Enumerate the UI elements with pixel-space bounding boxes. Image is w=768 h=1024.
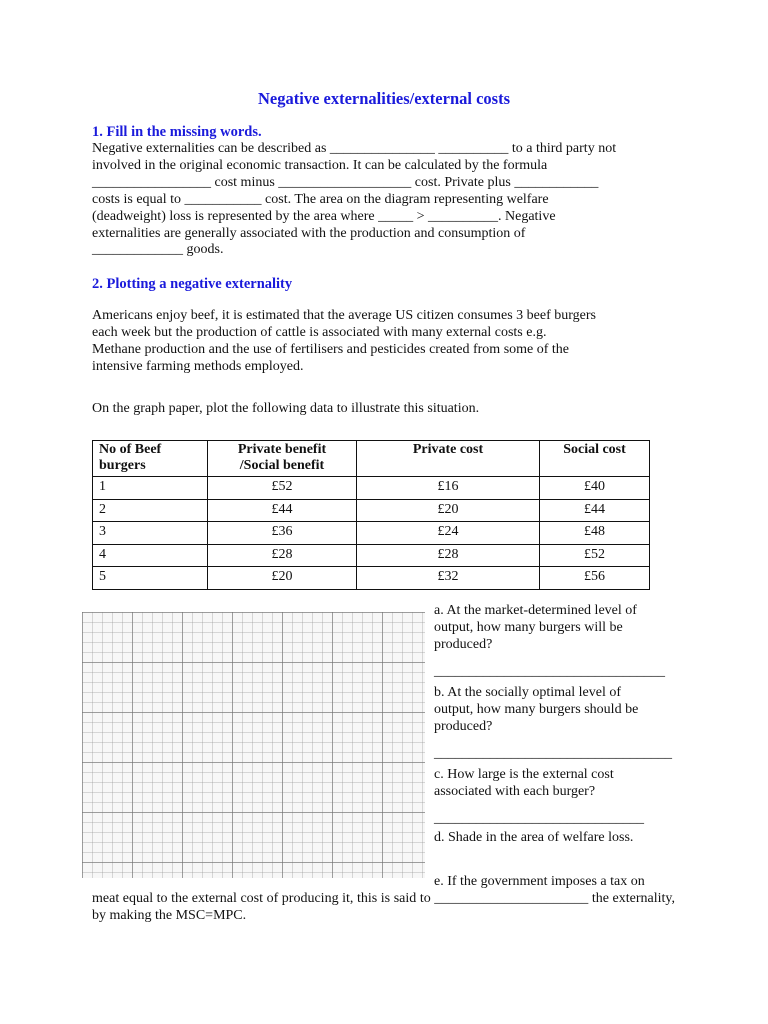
cell-private-cost: £24 [357, 522, 540, 545]
cell-private-cost: £20 [357, 499, 540, 522]
cell-quantity: 5 [93, 567, 208, 590]
question-b-answer-line[interactable]: __________________________________ [434, 746, 672, 761]
cell-private-cost: £28 [357, 544, 540, 567]
cell-private-cost: £16 [357, 477, 540, 500]
cell-private-benefit: £28 [208, 544, 357, 567]
cell-social-cost: £52 [540, 544, 650, 567]
cell-social-cost: £40 [540, 477, 650, 500]
question-c-answer-line[interactable]: ______________________________ [434, 811, 644, 826]
cell-private-benefit: £36 [208, 522, 357, 545]
section2-instruction: On the graph paper, plot the following data to illustrate this situation. [92, 401, 480, 416]
cell-quantity: 2 [93, 499, 208, 522]
table-header-row [93, 441, 650, 477]
page-title: Negative externalities/external costs [258, 89, 510, 108]
cell-social-cost: £44 [540, 499, 650, 522]
question-e-text: meat equal to the external cost of producing it, this is said to ______________________ the externality, by making the MSC=MPC. [92, 891, 675, 923]
cell-quantity: 1 [93, 477, 208, 500]
section1-text: Negative externalities can be described as _______________ __________ to a third party not involved in the original economic transaction. It can be calculated by the formula _________________ cost minus ___________________ cost. Private plus ____________ costs is equal to ___________ cost. The area on the diagram representing welfare (deadweight) loss is represented by the area where _____ > __________. Negative externalities are generally associated with the production and consumption of _____________ goods. [92, 141, 617, 258]
table-row [93, 499, 650, 522]
cell-quantity: 4 [93, 544, 208, 567]
section2-heading: 2. Plotting a negative externality [92, 276, 293, 292]
header-burgers: No of Beef burgers [93, 441, 208, 477]
section1-heading: 1. Fill in the missing words. [92, 124, 262, 140]
cell-private-benefit: £52 [208, 477, 357, 500]
cell-private-benefit: £20 [208, 567, 357, 590]
cell-social-cost: £48 [540, 522, 650, 545]
table-row [93, 567, 650, 590]
header-private-benefit: Private benefit /Social benefit [208, 441, 357, 477]
table-row [93, 544, 650, 567]
question-b: b. At the socially optimal level of output, how many burgers should be produced? [434, 685, 639, 734]
table-row [93, 477, 650, 500]
table-row [93, 522, 650, 545]
question-a: a. At the market-determined level of output, how many burgers will be produced? [434, 603, 637, 652]
question-c: c. How large is the external cost associated with each burger? [434, 767, 614, 799]
header-private-cost: Private cost [357, 441, 540, 477]
data-table [92, 440, 650, 590]
question-e-line1: e. If the government imposes a tax on [434, 874, 645, 889]
cell-social-cost: £56 [540, 567, 650, 590]
question-a-answer-line[interactable]: _________________________________ [434, 664, 665, 679]
question-d: d. Shade in the area of welfare loss. [434, 830, 634, 845]
header-social-cost: Social cost [540, 441, 650, 477]
cell-private-benefit: £44 [208, 499, 357, 522]
cell-quantity: 3 [93, 522, 208, 545]
cell-private-cost: £32 [357, 567, 540, 590]
section2-intro: Americans enjoy beef, it is estimated that the average US citizen consumes 3 beef burgers each week but the production of cattle is associated with many external costs e.g. Methane production and the use of fertilisers and pesticides created from some of the intensive farming methods employed. [92, 308, 596, 374]
graph-paper[interactable] [82, 612, 425, 878]
